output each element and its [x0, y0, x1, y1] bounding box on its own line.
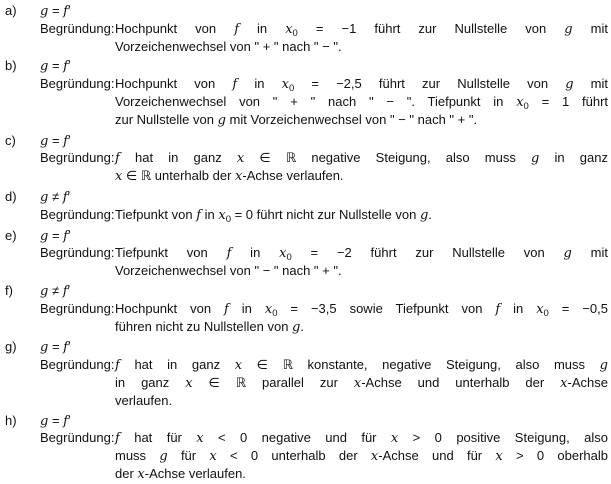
math-variable: f — [115, 151, 120, 167]
solution-item — [5, 413, 608, 484]
item-body — [40, 413, 608, 484]
solution-item — [5, 58, 608, 129]
item-label: f) — [5, 282, 13, 298]
solution-item — [5, 3, 608, 55]
reason-line: zur Nullstelle von g mit Vorzeichenwechsel von " − " nach " + ". — [115, 111, 478, 128]
math-variable: x — [285, 21, 293, 37]
reason-lines — [115, 207, 608, 225]
item-body — [40, 228, 608, 280]
math-variable: x — [209, 449, 217, 465]
item-label: c) — [5, 132, 16, 148]
reason-row — [40, 150, 608, 186]
math-variable: g — [292, 319, 301, 335]
reason-line: Vorzeichenwechsel von " + " nach " − ". Tiefpunkt in $x_0 = 1$ führt — [115, 93, 609, 112]
math-variable: g — [40, 413, 49, 429]
reason-lines — [115, 430, 608, 483]
reason-line: muss g für x < 0 unterhalb der x-Achse und für x > 0 oberhalb — [115, 448, 608, 465]
reason-line: Tiefpunkt von f in $x_0 = 0$ führt nicht zur Nullstelle von g. — [115, 206, 432, 225]
math-variable: x — [281, 77, 289, 93]
math-variable: x — [495, 449, 503, 465]
math-variable: x — [235, 169, 243, 185]
reason-lines — [115, 76, 608, 129]
reason-label: Begründung: — [40, 245, 115, 261]
reason-line: Vorzeichenwechsel von " − " nach " + ". — [115, 263, 342, 279]
math-variable: g — [217, 112, 226, 128]
math-variable: x — [185, 375, 193, 391]
reason-line: Hochpunkt von f in $x_0 = -2,5$ führt zur Nullstelle von g mit — [115, 76, 608, 95]
reason-label: Begründung: — [40, 150, 115, 166]
solution-item — [5, 133, 608, 186]
math-variable: f — [63, 413, 68, 429]
math-variable: f — [63, 228, 68, 244]
math-variable: g — [599, 358, 608, 374]
math-variable: x — [516, 94, 524, 110]
reason-lines — [115, 301, 608, 337]
math-variable: f — [115, 358, 120, 374]
math-subscript: 0 — [292, 27, 298, 39]
math-variable: x — [236, 151, 245, 167]
math-variable: x — [264, 301, 273, 317]
reason-line: Tiefpunkt von f in $x_0 = -2$ führt zur Nullstelle von g mit — [115, 245, 608, 264]
reason-row — [40, 76, 608, 129]
reason-row — [40, 245, 608, 280]
math-variable: g — [564, 21, 573, 37]
claim-line: g = f′ — [40, 227, 71, 244]
math-subscript: 0 — [286, 252, 292, 264]
math-variable: g — [40, 228, 49, 244]
math-variable: x — [560, 375, 568, 391]
math-variable: g — [40, 133, 49, 149]
item-label: e) — [5, 227, 17, 243]
reason-lines — [115, 245, 608, 280]
item-body — [40, 3, 608, 55]
math-variable: g — [40, 4, 49, 19]
math-variable: f — [63, 4, 68, 19]
math-variable: x — [536, 301, 544, 317]
math-subscript: 0 — [272, 307, 278, 319]
reason-label: Begründung: — [40, 206, 115, 222]
math-variable: f — [63, 340, 68, 356]
solution-item — [5, 339, 608, 409]
reason-line: f hat in ganz x ∈ ℝ negative Steigung, also muss g in ganz — [115, 150, 608, 167]
math-variable: g — [40, 340, 49, 356]
reason-lines — [115, 150, 608, 186]
math-variable: g — [531, 151, 540, 167]
solution-item — [5, 189, 608, 225]
math-variable: f — [495, 301, 501, 317]
math-variable: f — [226, 246, 232, 262]
math-subscript: 0 — [225, 213, 231, 225]
math-variable: g — [563, 246, 572, 262]
claim-line: g = f′ — [40, 412, 71, 429]
math-variable: x — [218, 207, 226, 223]
reason-row — [40, 21, 608, 56]
reason-line: Hochpunkt von f in $x_0 = -1$ führt zur Nullstelle von g mit — [115, 20, 608, 39]
math-variable: x — [353, 375, 362, 391]
reason-line: Hochpunkt von f in $x_0 = -3,5$ sowie Tiefpunkt von f in $x_0 = -0,5$ — [115, 300, 608, 319]
reason-label: Begründung: — [40, 76, 115, 92]
reason-line: f hat für x < 0 negative und für x > 0 positive Steigung, also — [115, 430, 608, 447]
math-subscript: 0 — [543, 307, 549, 319]
reason-lines — [115, 357, 608, 409]
reason-line: der x-Achse verlaufen. — [115, 465, 246, 482]
reason-label: Begründung: — [40, 430, 115, 446]
math-variable: g — [159, 449, 168, 465]
item-label: d) — [5, 188, 17, 204]
reason-row — [40, 357, 608, 409]
claim-line: g ≠ f′ — [40, 188, 70, 205]
math-variable: x — [196, 431, 204, 447]
math-subscript: 0 — [523, 100, 529, 112]
item-body — [40, 283, 608, 336]
math-variable: f — [63, 133, 68, 149]
item-label: g) — [5, 339, 17, 355]
math-variable: f — [234, 21, 239, 37]
reason-line: x ∈ ℝ unterhalb der x-Achse verlaufen. — [115, 168, 344, 185]
item-body — [40, 189, 608, 225]
reason-label: Begründung: — [40, 357, 115, 373]
math-variable: g — [40, 189, 49, 205]
math-variable: f — [62, 189, 68, 205]
math-variable: f — [115, 431, 120, 447]
reason-row — [40, 430, 608, 483]
item-label: h) — [5, 412, 17, 428]
item-body — [40, 339, 608, 409]
math-variable: g — [40, 59, 49, 75]
math-variable: x — [279, 246, 287, 262]
math-variable: g — [419, 207, 429, 223]
reason-label: Begründung: — [40, 300, 115, 316]
math-variable: x — [390, 431, 399, 447]
reason-row — [40, 207, 608, 225]
math-variable: g — [40, 283, 49, 299]
math-variable: f — [62, 283, 68, 299]
math-variable: x — [115, 169, 123, 185]
item-label: a) — [5, 3, 17, 18]
claim-line: g ≠ f′ — [40, 282, 70, 299]
math-variable: f — [224, 301, 229, 317]
math-variable: f — [63, 59, 68, 75]
reason-line: f hat in ganz x ∈ ℝ konstante, negative Steigung, also muss g — [115, 357, 608, 374]
item-body — [40, 58, 608, 129]
math-variable: g — [565, 77, 574, 93]
item-label: b) — [5, 58, 17, 74]
math-variable: f — [232, 77, 238, 93]
claim-line: g = f′ — [40, 339, 71, 356]
reason-lines — [115, 21, 608, 56]
math-subscript: 0 — [288, 83, 295, 95]
claim-line: g = f′ — [40, 132, 71, 149]
claim-line: g = f′ — [40, 58, 71, 75]
reason-line: Vorzeichenwechsel von " + " nach " − ". — [115, 38, 342, 54]
math-variable: x — [370, 449, 379, 465]
claim-line: g = f′ — [40, 3, 71, 19]
math-variable: x — [234, 358, 243, 374]
math-variable: x — [137, 466, 145, 482]
reason-line: in ganz x ∈ ℝ parallel zur x-Achse und unterhalb der x-Achse — [115, 374, 608, 391]
solution-item — [5, 228, 608, 280]
math-variable: f — [196, 207, 201, 223]
solution-item — [5, 283, 608, 336]
reason-row — [40, 301, 608, 337]
item-body — [40, 133, 608, 186]
reason-line: führen nicht zu Nullstellen von g. — [115, 318, 304, 335]
reason-label: Begründung: — [40, 20, 115, 36]
reason-line: verlaufen. — [115, 392, 173, 408]
